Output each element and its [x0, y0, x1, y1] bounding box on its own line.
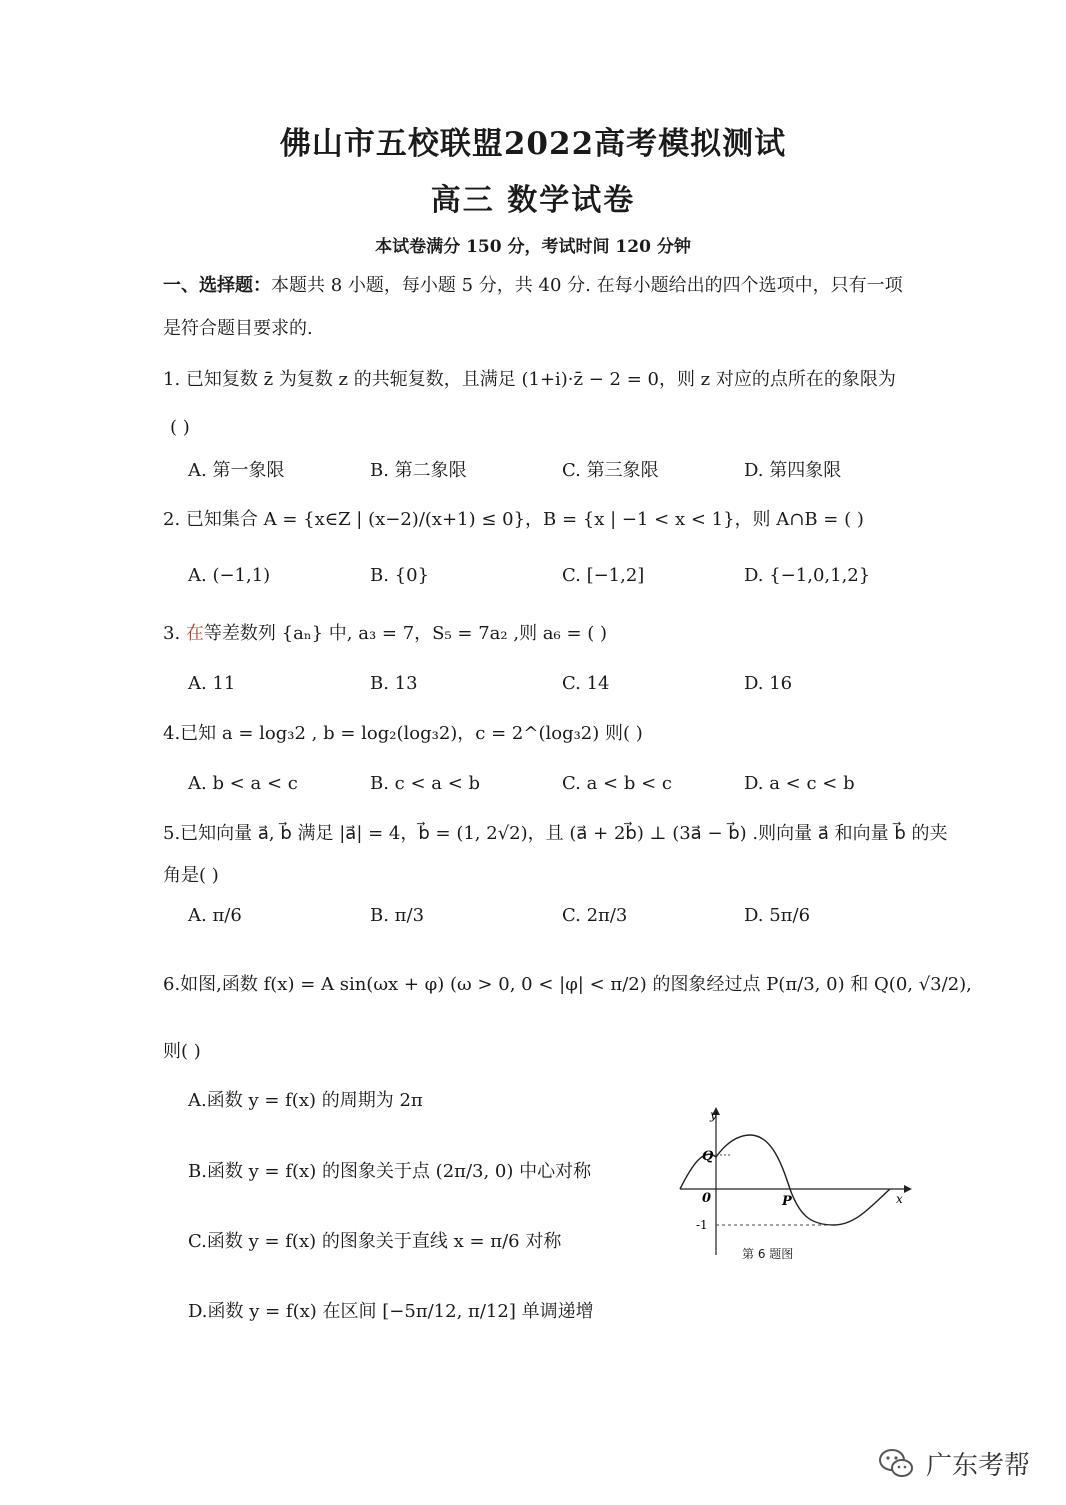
q1-stem: 1. 已知复数 z̄ 为复数 z 的共轭复数，且满足 (1+i)·z̄ − 2 = 0，则 z 对应的点所在的象限为 — [163, 369, 896, 390]
label-p: P — [782, 1194, 792, 1209]
q6-stem: 6.如图,函数 f(x) = A sin(ωx + φ) (ω > 0, 0 < |φ| < π/2) 的图象经过点 P(π/3, 0) 和 Q(0, √3/2), — [163, 974, 972, 995]
q4-option-b[interactable]: B. c < a < b — [370, 773, 481, 794]
section-label: 一、选择题： — [163, 275, 271, 296]
q2-option-c[interactable]: C. [−1,2] — [562, 565, 645, 586]
q6-option-b[interactable]: B.函数 y = f(x) 的图象关于点 (2π/3, 0) 中心对称 — [188, 1161, 592, 1182]
label-neg1: -1 — [696, 1218, 708, 1232]
label-origin: 0 — [702, 1191, 712, 1206]
q3-stem-text: 等差数列 {aₙ} 中, a₃ = 7，S₅ = 7a₂ ,则 a₆ = ( ) — [203, 623, 608, 644]
section-text-line2: 是符合题目要求的. — [163, 318, 313, 339]
q5-option-d[interactable]: D. 5π/6 — [744, 905, 811, 926]
q4-option-a[interactable]: A. b < a < c — [188, 773, 298, 794]
label-y: y — [710, 1108, 717, 1122]
page-subtitle: 高三 数学试卷 — [430, 183, 636, 218]
q3-option-c[interactable]: C. 14 — [562, 673, 610, 694]
q3-number: 3. — [163, 623, 181, 644]
section-heading — [163, 273, 903, 299]
q5-option-c[interactable]: C. 2π/3 — [562, 905, 628, 926]
q4-option-c[interactable]: C. a < b < c — [562, 773, 672, 794]
section-text: 本题共 8 小题，每小题 5 分，共 40 分. 在每小题给出的四个选项中，只有一项 — [271, 275, 903, 296]
q6-option-a[interactable]: A.函数 y = f(x) 的周期为 2π — [188, 1090, 423, 1111]
q2-option-a[interactable]: A. (−1,1) — [188, 565, 271, 586]
q3-stem — [163, 621, 607, 647]
q5-option-b[interactable]: B. π/3 — [370, 905, 425, 926]
x-axis-arrow — [904, 1185, 912, 1193]
q2-stem: 2. 已知集合 A = {x∈Z | (x−2)/(x+1) ≤ 0}，B = {x | −1 < x < 1}，则 A∩B = ( ) — [163, 509, 864, 530]
q5-option-a[interactable]: A. π/6 — [188, 905, 242, 926]
watermark-text: 广东考帮 — [926, 1451, 1031, 1481]
q3-red-word: 在 — [185, 623, 204, 644]
q1-option-a[interactable]: A. 第一象限 — [188, 460, 285, 481]
label-q: Q — [702, 1149, 714, 1164]
q2-option-d[interactable]: D. {−1,0,1,2} — [744, 565, 871, 586]
exam-info: 本试卷满分 150 分，考试时间 120 分钟 — [375, 237, 691, 257]
wechat-icon — [876, 1443, 916, 1483]
q6-option-c[interactable]: C.函数 y = f(x) 的图象关于直线 x = π/6 对称 — [188, 1231, 562, 1252]
q1-option-c[interactable]: C. 第三象限 — [562, 460, 659, 481]
q6-stem-line2: 则( ) — [163, 1041, 201, 1062]
q3-option-a[interactable]: A. 11 — [188, 673, 236, 694]
q6-option-d[interactable]: D.函数 y = f(x) 在区间 [−5π/12, π/12] 单调递增 — [188, 1301, 594, 1322]
figure-caption: 第 6 题图 — [742, 1247, 794, 1261]
q2-option-b[interactable]: B. {0} — [370, 565, 430, 586]
q3-option-d[interactable]: D. 16 — [744, 673, 793, 694]
q4-option-d[interactable]: D. a < c < b — [744, 773, 855, 794]
label-x: x — [896, 1192, 903, 1206]
q1-option-d[interactable]: D. 第四象限 — [744, 460, 842, 481]
q5-stem: 5.已知向量 a⃗, b⃗ 满足 |a⃗| = 4，b⃗ = (1, 2√2)，且 (a⃗ + 2b⃗) ⊥ (3a⃗ − b⃗) .则向量 a⃗ 和向量 b⃗ 的夹 — [163, 823, 948, 844]
q1-option-b[interactable]: B. 第二象限 — [370, 460, 467, 481]
page-title: 佛山市五校联盟2022高考模拟测试 — [279, 126, 787, 162]
q3-option-b[interactable]: B. 13 — [370, 673, 418, 694]
q5-stem-line2: 角是( ) — [163, 865, 219, 886]
q4-stem: 4.已知 a = log₃2 , b = log₂(log₃2)，c = 2^(log₃2) 则( ) — [163, 723, 643, 744]
q1-stem-paren: ( ) — [170, 417, 190, 438]
q6-figure — [672, 1105, 922, 1265]
